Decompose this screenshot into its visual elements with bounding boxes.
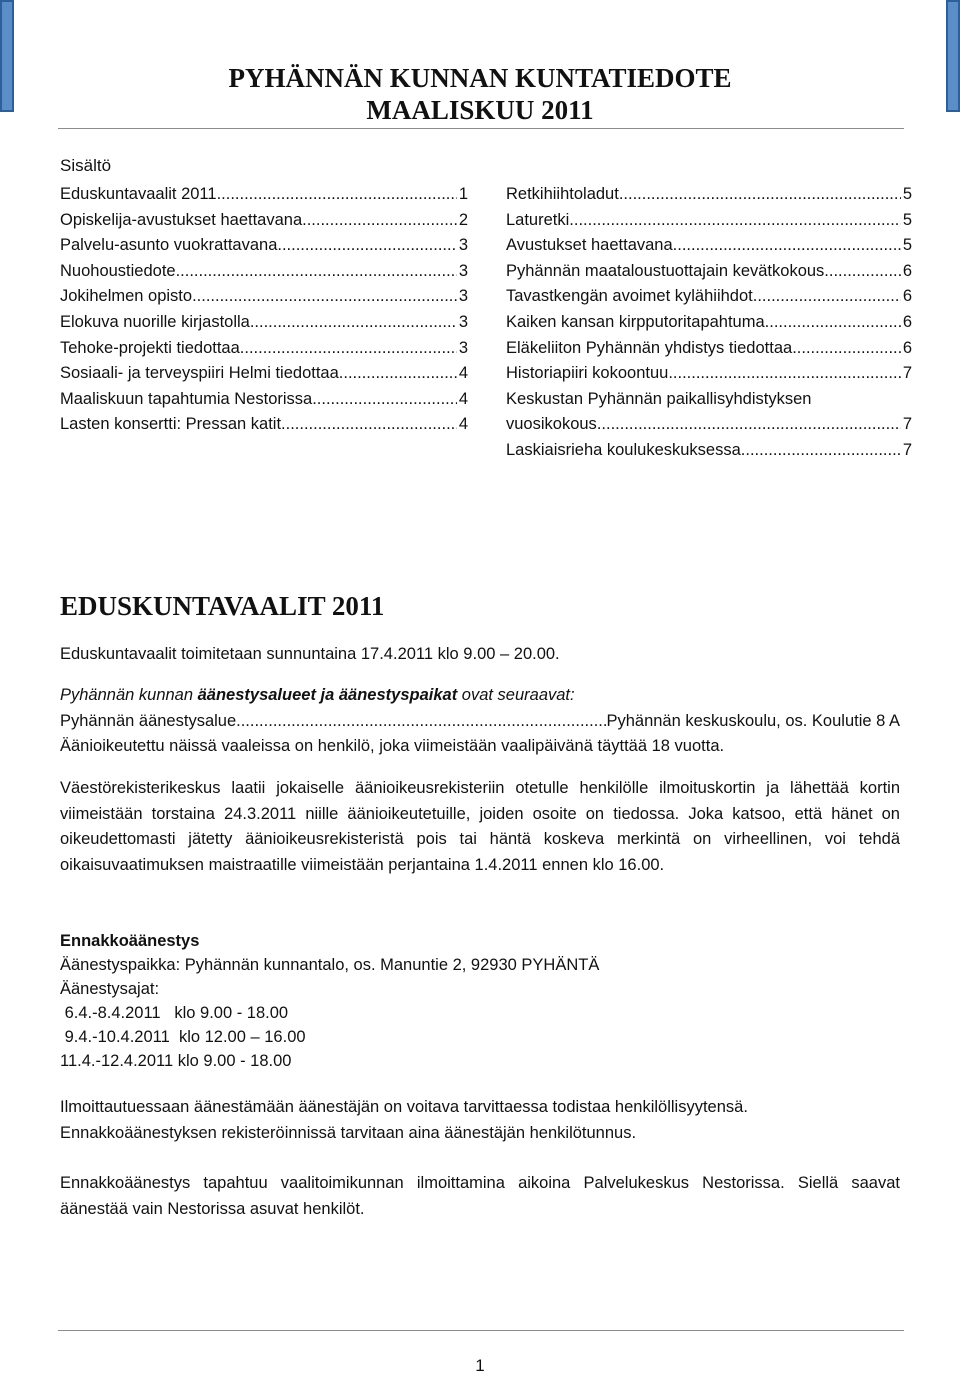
newsletter-title bbox=[0, 62, 960, 126]
title-line-2: MAALISKUU 2011 bbox=[366, 95, 594, 125]
advance-voting-time: 9.4.-10.4.2011 klo 12.00 – 16.00 bbox=[60, 1028, 306, 1046]
toc-item[interactable]: Retkihiihtoladut ..... 5 bbox=[506, 182, 912, 208]
advance-voting-heading: Ennakkoäänestys bbox=[60, 932, 200, 950]
advance-voting-place: Äänestyspaikka: Pyhännän kunnantalo, os. Manuntie 2, 92930 PYHÄNTÄ bbox=[60, 956, 600, 974]
toc-item[interactable]: Maaliskuun tapahtumia Nestorissa ..... 4 bbox=[60, 387, 468, 413]
footer-divider bbox=[58, 1330, 904, 1331]
toc-item[interactable]: Laskiaisrieha koulukeskuksessa ..... 7 bbox=[506, 438, 912, 464]
identification-line-1: Ilmoittautuessaan äänestämään äänestäjän on voitava tarvittaessa todistaa henkilöllisyytensä. bbox=[60, 1098, 748, 1116]
toc-item[interactable]: Laturetki ..... 5 bbox=[506, 208, 912, 234]
toc-item[interactable]: Lasten konsertti: Pressan katit ..... 4 bbox=[60, 412, 468, 438]
advance-voting-times-label: Äänestysajat: bbox=[60, 980, 160, 998]
toc-item[interactable]: Eläkeliiton Pyhännän yhdistys tiedottaa ..... 6 bbox=[506, 336, 912, 362]
toc-item[interactable]: Kaiken kansan kirpputoritapahtuma ..... 6 bbox=[506, 310, 912, 336]
toc-item[interactable]: Tavastkengän avoimet kylähiihdot ..... 6 bbox=[506, 284, 912, 310]
toc-item[interactable]: Nuohoustiedote ..... 3 bbox=[60, 259, 468, 285]
page-number: 1 bbox=[475, 1356, 485, 1375]
toc-item[interactable]: Eduskuntavaalit 2011 ..... 1 bbox=[60, 182, 468, 208]
registry-paragraph: Väestörekisterikeskus laatii jokaiselle äänioikeusrekisteriin otetulle henkilölle ilmoituskortin ja lähettää kortin viimeistään torstaina 24.3.2011 niille äänioikeutetuille, joiden osoite on tiedossa. Joka katsoo, että hänet on oikeudettomasti jätetty äänioikeusrekisteristä pois tai häntä koskeva merkintä on virheellinen, voi tehdä oikaisuvaatimuksen maistraatille viimeistään perjantaina 1.4.2011 ennen klo 16.00. bbox=[60, 779, 900, 874]
toc-item[interactable]: Palvelu-asunto vuokrattavana ..... 3 bbox=[60, 233, 468, 259]
venues-emphasis: äänestysalueet ja äänestyspaikat bbox=[197, 686, 458, 704]
toc-item-wrapped-first-line[interactable]: Keskustan Pyhännän paikallisyhdistyksen bbox=[506, 389, 812, 408]
toc-item[interactable]: Avustukset haettavana ..... 5 bbox=[506, 233, 912, 259]
advance-voting-time: 6.4.-8.4.2011 klo 9.00 - 18.00 bbox=[60, 1004, 289, 1022]
voting-area-line: Pyhännän äänestysalue ..... Pyhännän keskuskoulu, os. Koulutie 8 A bbox=[60, 709, 900, 735]
toc-item[interactable]: Elokuva nuorille kirjastolla ..... 3 bbox=[60, 310, 468, 336]
toc-item[interactable]: Opiskelija-avustukset haettavana ..... 2 bbox=[60, 208, 468, 234]
header-divider bbox=[58, 128, 904, 129]
toc-right-column bbox=[506, 182, 912, 464]
toc-item[interactable]: Pyhännän maataloustuottajain kevätkokous ..... 6 bbox=[506, 259, 912, 285]
title-line-1: PYHÄNNÄN KUNNAN KUNTATIEDOTE bbox=[228, 63, 732, 93]
section-heading: EDUSKUNTAVAALIT 2011 bbox=[60, 591, 385, 621]
eligibility-line: Äänioikeutettu näissä vaaleissa on henkilö, joka viimeistään vaalipäivänä täyttää 18 vuotta. bbox=[60, 737, 725, 755]
nestori-paragraph: Ennakkoäänestys tapahtuu vaalitoimikunnan ilmoittamina aikoina Palvelukeskus Nestorissa. Siellä saavat äänestää vain Nestorissa asuvat henkilöt. bbox=[60, 1174, 900, 1218]
venues-intro: Pyhännän kunnan äänestysalueet ja äänestyspaikat ovat seuraavat: bbox=[60, 686, 575, 704]
toc-label: Sisältö bbox=[60, 156, 112, 175]
election-date-line: Eduskuntavaalit toimitetaan sunnuntaina 17.4.2011 klo 9.00 – 20.00. bbox=[60, 645, 560, 663]
toc-item[interactable]: Tehoke-projekti tiedottaa ..... 3 bbox=[60, 336, 468, 362]
toc-item[interactable]: vuosikokous ..... 7 bbox=[506, 412, 912, 438]
identification-line-2: Ennakkoäänestyksen rekisteröinnissä tarvitaan aina äänestäjän henkilötunnus. bbox=[60, 1124, 637, 1142]
toc-item[interactable]: Historiapiiri kokoontuu ..... 7 bbox=[506, 361, 912, 387]
advance-voting-time: 11.4.-12.4.2011 klo 9.00 - 18.00 bbox=[60, 1052, 292, 1070]
toc-item[interactable]: Jokihelmen opisto ..... 3 bbox=[60, 284, 468, 310]
toc-item[interactable]: Sosiaali- ja terveyspiiri Helmi tiedottaa ..... 4 bbox=[60, 361, 468, 387]
toc-left-column bbox=[60, 182, 468, 438]
